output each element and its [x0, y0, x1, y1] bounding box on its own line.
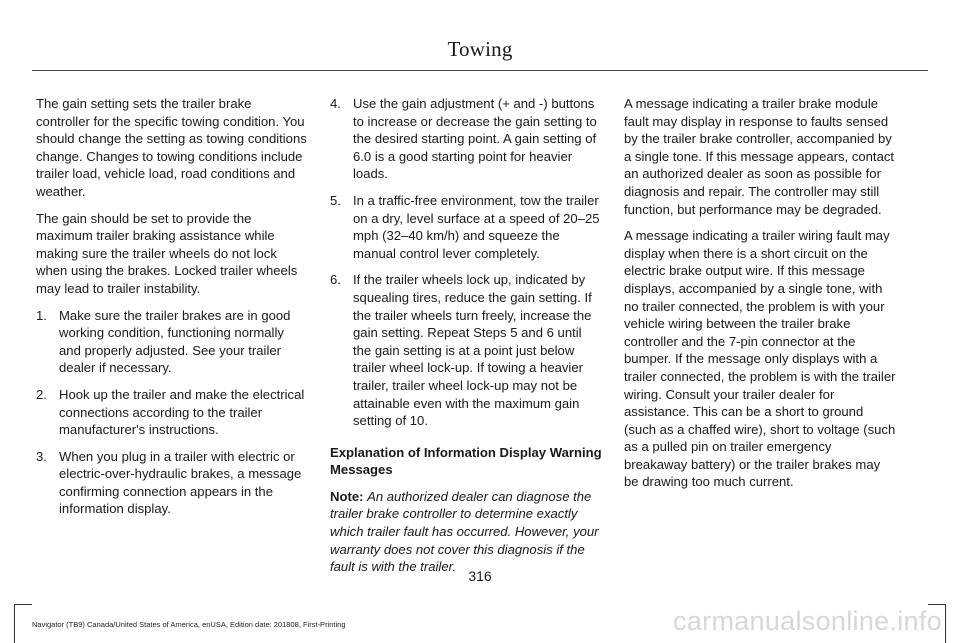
steps-list: [330, 95, 602, 430]
list-item: [36, 307, 308, 377]
list-item: [330, 95, 602, 183]
page-title: Towing: [447, 37, 513, 61]
crop-mark: [945, 604, 946, 643]
page-number: 316: [468, 568, 492, 584]
step-text: If the trailer wheels lock up, indicated by squealing tires, reduce the gain setting. If the trailer wheels turn freely, increase the gain setting. Repeat Steps 5 and 6 until the gain setting is at a point just below trailer wheel lock-up. If towing a heavier trailer, trailer wheel lock-up may not be attainable even with the maximum gain setting of 10.: [353, 272, 592, 429]
step-number: 4.: [330, 96, 341, 111]
paragraph: A message indicating a trailer wiring fault may display when there is a short circuit on the electric brake output wire. If this message displays, accompanied by a single tone, with no trailer connected, the problem is with your vehicle wiring between the trailer brake controller and the 7-pin connector at the bumper. If the message only displays with a trailer connected, the problem is with the trailer wiring. Consult your trailer dealer for assistance. This can be a short to ground (such as a chaffed wire), short to voltage (such as a pulled pin on trailer emergency breakaway battery) or the trailer brakes may be drawing too much current.: [624, 228, 896, 490]
step-text: Use the gain adjustment (+ and -) buttons to increase or decrease the gain setting to the desired starting point. A gain setting of 6.0 is a good starting point for heavier loads.: [353, 96, 597, 182]
crop-mark: [14, 604, 15, 643]
watermark: carmanualsonline.info: [673, 606, 942, 636]
header-divider: [32, 70, 928, 71]
list-item: [36, 386, 308, 439]
note-label: Note:: [330, 488, 364, 504]
crop-mark: [14, 604, 32, 605]
column-left: [36, 95, 308, 527]
step-text: Hook up the trailer and make the electrical connections according to the trailer manufacturer's instructions.: [59, 386, 305, 438]
list-item: [330, 192, 602, 262]
column-middle: [330, 95, 602, 585]
step-number: 5.: [330, 192, 341, 208]
step-number: 3.: [36, 448, 47, 464]
edition-footer: Navigator (TB9) Canada/United States of America, enUSA, Edition date: 201808, First-Printing: [32, 620, 346, 629]
crop-mark: [928, 604, 946, 605]
step-number: 6.: [330, 272, 341, 288]
paragraph: The gain setting sets the trailer brake controller for the specific towing condition. You should change the setting as towing conditions change. Changes to towing conditions include trailer load, vehicle load, road conditions and weather.: [36, 96, 307, 199]
step-number: 1.: [36, 307, 47, 323]
note-paragraph: [330, 488, 602, 576]
step-text: When you plug in a trailer with electric or electric-over-hydraulic brakes, a message confirming connection appears in the information display.: [59, 448, 302, 517]
list-item: [36, 448, 308, 518]
column-right: [624, 95, 896, 500]
paragraph: The gain should be set to provide the maximum trailer braking assistance while making sure the trailer wheels do not lock when using the brakes. Locked trailer wheels may lead to trailer instability.: [36, 210, 298, 296]
section-heading: Explanation of Information Display Warning Messages: [330, 444, 602, 478]
step-number: 2.: [36, 386, 47, 402]
paragraph: A message indicating a trailer brake module fault may display in response to faults sensed by the trailer brake controller, accompanied by a single tone. If this message appears, contact an authorized dealer as soon as possible for diagnosis and repair. The controller may still function, but performance may be degraded.: [624, 96, 895, 217]
step-text: Make sure the trailer brakes are in good working condition, functioning normally and properly adjusted. See your trailer dealer if necessary.: [59, 307, 291, 376]
note-text: An authorized dealer can diagnose the trailer brake controller to determine exactly which trailer fault has occurred. However, your warranty does not cover this diagnosis if the fault is with the trailer.: [330, 488, 599, 575]
steps-list: [36, 307, 308, 519]
step-text: In a traffic-free environment, tow the trailer on a dry, level surface at a speed of 20–25 mph (32–40 km/h) and squeeze the manual control lever completely.: [353, 192, 600, 261]
list-item: [330, 271, 602, 429]
